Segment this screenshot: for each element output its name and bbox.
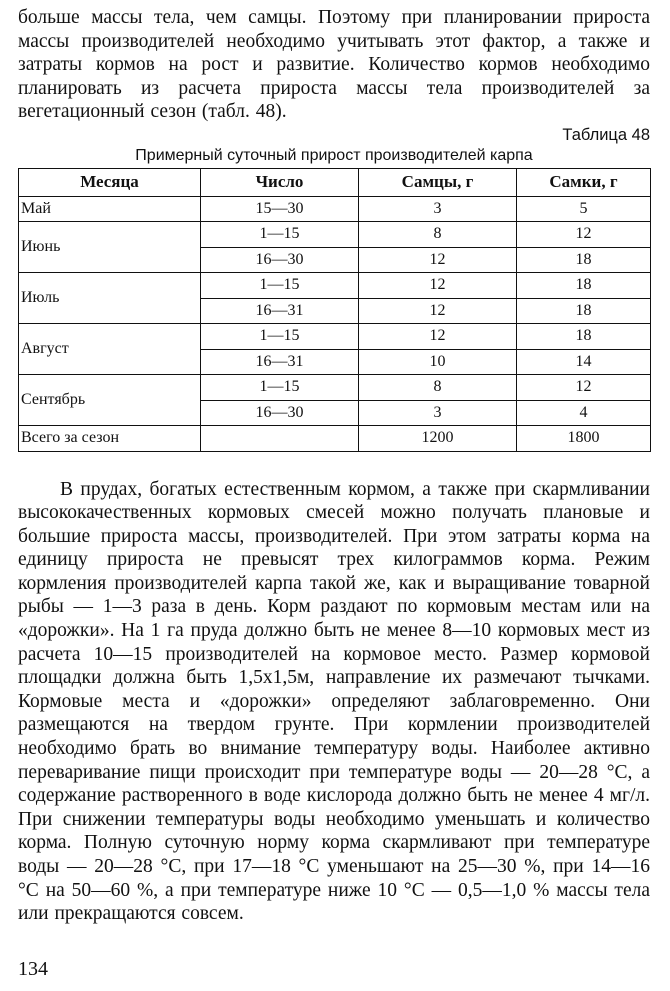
month-cell: Сентябрь: [19, 375, 201, 426]
period-cell: 15—30: [201, 196, 359, 222]
header-females: Самки, г: [517, 168, 651, 196]
total-label-cell: Всего за сезон: [19, 426, 201, 452]
females-cell: 18: [517, 247, 651, 273]
header-males: Самцы, г: [359, 168, 517, 196]
females-cell: 18: [517, 324, 651, 350]
period-cell: 16—31: [201, 349, 359, 375]
females-cell: 5: [517, 196, 651, 222]
header-month: Месяца: [19, 168, 201, 196]
table-number: Таблица 48: [562, 125, 650, 144]
total-males-cell: 1200: [359, 426, 517, 452]
intro-paragraph: больше массы тела, чем самцы. Поэтому при планировании прироста массы производителей необходимо учитывать этот фактор, а также и затраты кормов на рост и развитие. Количество кормов необходимо планировать из расчета прироста массы тела производителей за вегетационный сезон (табл. 48).: [18, 7, 650, 122]
period-cell: 1—15: [201, 222, 359, 248]
header-period: Число: [201, 168, 359, 196]
females-cell: 12: [517, 375, 651, 401]
table-total-row: [19, 426, 651, 452]
total-females-cell: 1800: [517, 426, 651, 452]
period-cell: 1—15: [201, 324, 359, 350]
period-cell: 16—30: [201, 400, 359, 426]
period-cell: 1—15: [201, 375, 359, 401]
page-content: [18, 6, 650, 926]
table-row: [19, 222, 651, 248]
females-cell: 14: [517, 349, 651, 375]
month-cell: Июль: [19, 273, 201, 324]
table-row: [19, 375, 651, 401]
males-cell: 10: [359, 349, 517, 375]
females-cell: 4: [517, 400, 651, 426]
table-row: [19, 273, 651, 299]
males-cell: 8: [359, 375, 517, 401]
month-cell: Август: [19, 324, 201, 375]
males-cell: 12: [359, 273, 517, 299]
males-cell: 12: [359, 247, 517, 273]
males-cell: 8: [359, 222, 517, 248]
page-number: 134: [18, 958, 48, 980]
table-row: [19, 324, 651, 350]
period-cell: 16—30: [201, 247, 359, 273]
period-cell: 16—31: [201, 298, 359, 324]
total-period-cell: [201, 426, 359, 452]
month-cell: Май: [19, 196, 201, 222]
table-row: [19, 196, 651, 222]
females-cell: 12: [517, 222, 651, 248]
table-header-row: [19, 168, 651, 196]
males-cell: 12: [359, 324, 517, 350]
females-cell: 18: [517, 298, 651, 324]
period-cell: 1—15: [201, 273, 359, 299]
gain-table: [18, 168, 651, 452]
table-caption: Примерный суточный прирост производителей карпа: [135, 146, 533, 164]
males-cell: 3: [359, 196, 517, 222]
month-cell: Июнь: [19, 222, 201, 273]
males-cell: 12: [359, 298, 517, 324]
males-cell: 3: [359, 400, 517, 426]
body-paragraph: В прудах, богатых естественным кормом, а также при скармливании высококачественных кормовых смесей можно получать плановые и большие прироста массы, производителей. При этом затраты корма на единицу прироста не превысят трех килограммов корма. Режим кормления производителей карпа такой же, как и выращивание товарной рыбы — 1—3 раза в день. Корм раздают по кормовым местам или на «дорожки». На 1 га пруда должно быть не менее 8—10 кормовых мест из расчета 10—15 производителей на кормовое место. Размер кормовой площадки должна быть 1,5х1,5м, направление их размечают тычками. Кормовые места и «дорожки» определяют заблаговременно. Они размещаются на твердом грунте. При кормлении производителей необходимо брать во внимание температуру воды. Наиболее активно переваривание пищи происходит при температуре воды — 20—28 °С, а содержание растворенного в воде кислорода должно быть не менее 4 мг/л. При снижении температуры воды необходимо уменьшать и количество корма. Полную суточную норму корма скармливают при температуре воды — 20—28 °С, при 17—18 °С уменьшают на 25—30 %, при 14—16 °С на 50—60 %, а при температуре ниже 10 °С — 0,5—1,0 % массы тела или прекращаются совсем.: [18, 478, 650, 925]
females-cell: 18: [517, 273, 651, 299]
